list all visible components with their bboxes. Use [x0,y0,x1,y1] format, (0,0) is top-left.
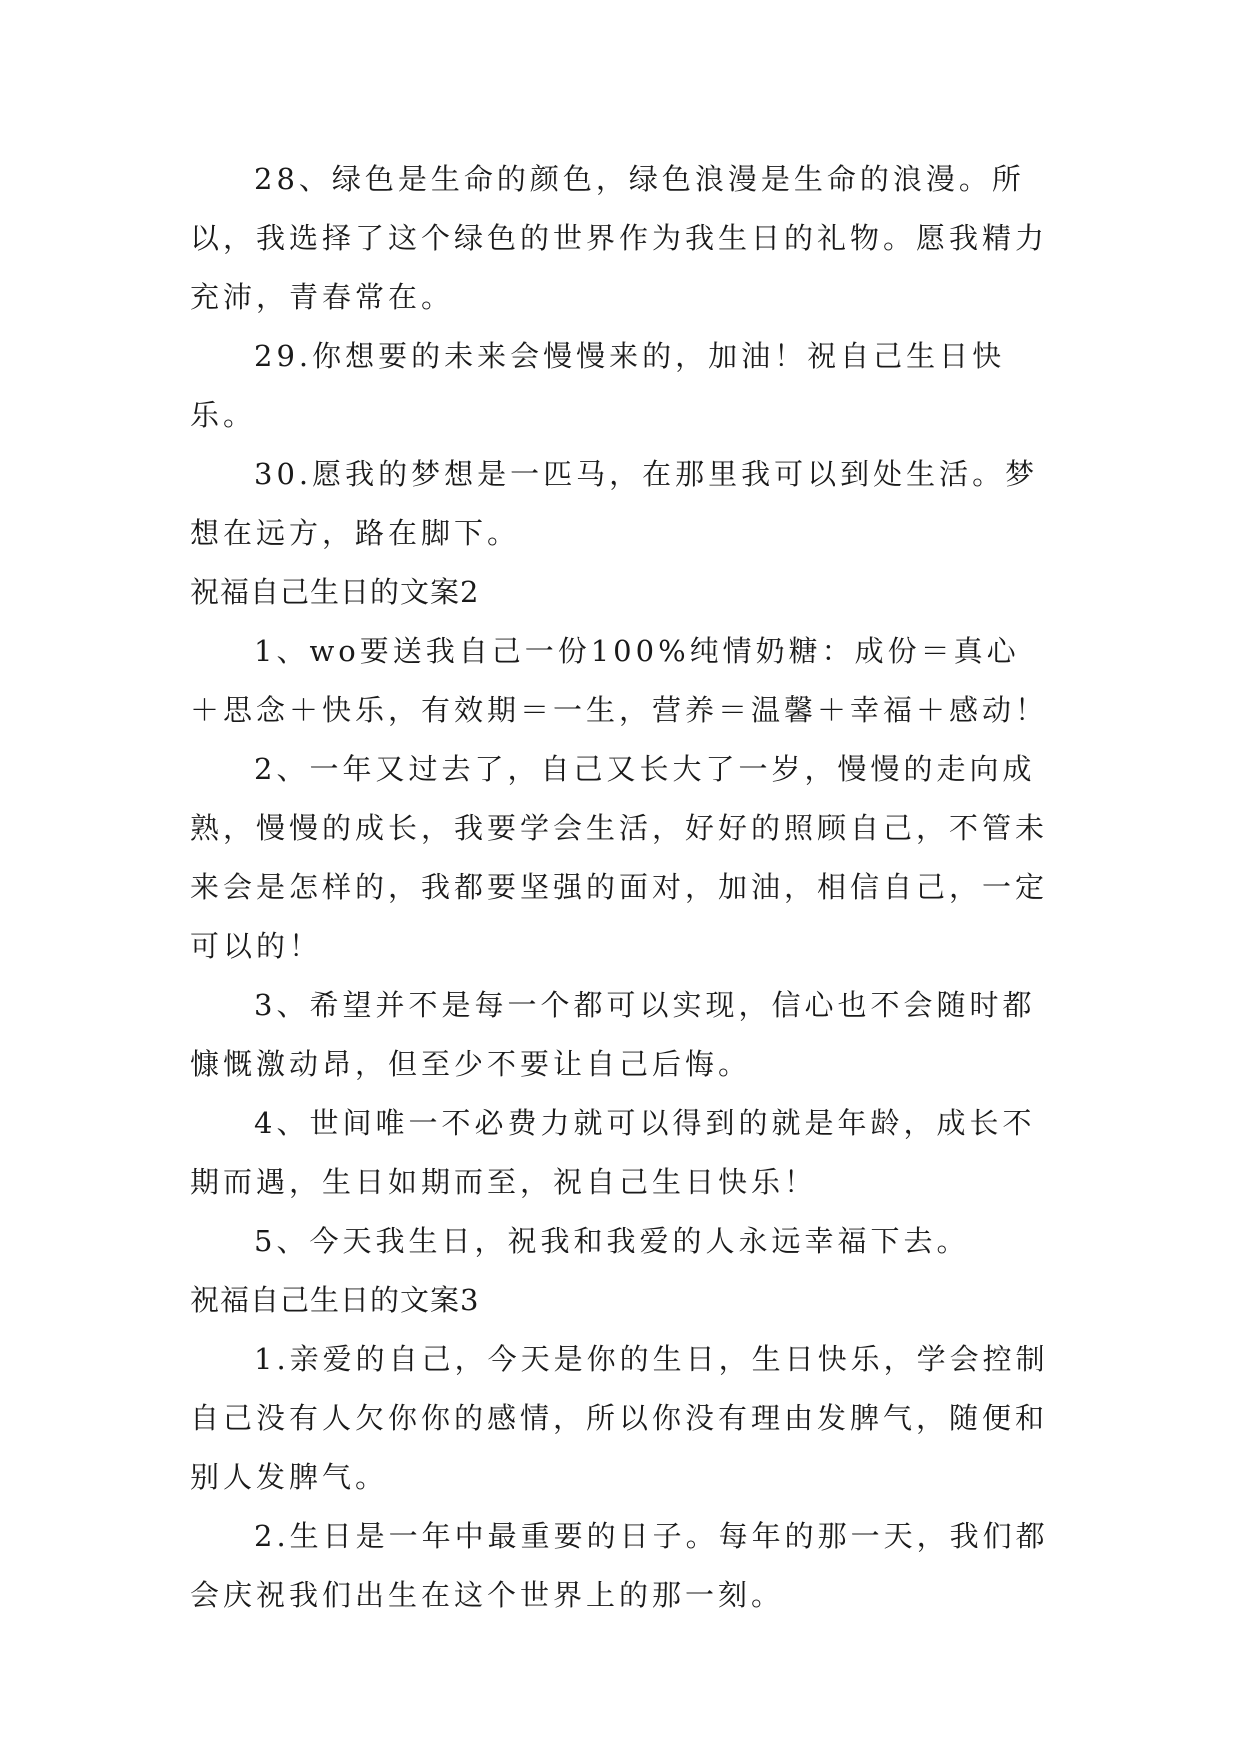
document-body [190,150,1050,1625]
paragraph-29: 29.你想要的未来会慢慢来的，加油！祝自己生日快乐。 [190,339,1006,432]
paragraph-s2-4: 4、世间唯一不必费力就可以得到的就是年龄，成长不期而遇，生日如期而至，祝自己生日快乐！ [190,1106,1036,1199]
paragraph-28: 28、绿色是生命的颜色，绿色浪漫是生命的浪漫。所以，我选择了这个绿色的世界作为我生日的礼物。愿我精力充沛，青春常在。 [190,162,1049,314]
paragraph-s2-5: 5、今天我生日，祝我和我爱的人永远幸福下去。 [254,1224,970,1258]
section-heading-3: 祝福自己生日的文案3 [190,1283,480,1317]
paragraph-s2-2: 2、一年又过去了，自己又长大了一岁，慢慢的走向成熟，慢慢的成长，我要学会生活，好好的照顾自己，不管未来会是怎样的，我都要坚强的面对，加油，相信自己，一定可以的！ [190,752,1049,963]
paragraph-s3-1: 1.亲爱的自己，今天是你的生日，生日快乐，学会控制自己没有人欠你你的感情，所以你没有理由发脾气，随便和别人发脾气。 [190,1342,1049,1494]
section-heading-2: 祝福自己生日的文案2 [190,575,480,609]
paragraph-30: 30.愿我的梦想是一匹马，在那里我可以到处生活。梦想在远方，路在脚下。 [190,457,1039,550]
paragraph-s3-2: 2.生日是一年中最重要的日子。每年的那一天，我们都会庆祝我们出生在这个世界上的那一刻。 [190,1519,1049,1612]
paragraph-s2-1: 1、wo要送我自己一份100%纯情奶糖：成份＝真心＋思念＋快乐，有效期＝一生，营养＝温馨＋幸福＋感动！ [190,634,1049,727]
paragraph-s2-3: 3、希望并不是每一个都可以实现，信心也不会随时都慷慨激动昂，但至少不要让自己后悔。 [190,988,1036,1081]
